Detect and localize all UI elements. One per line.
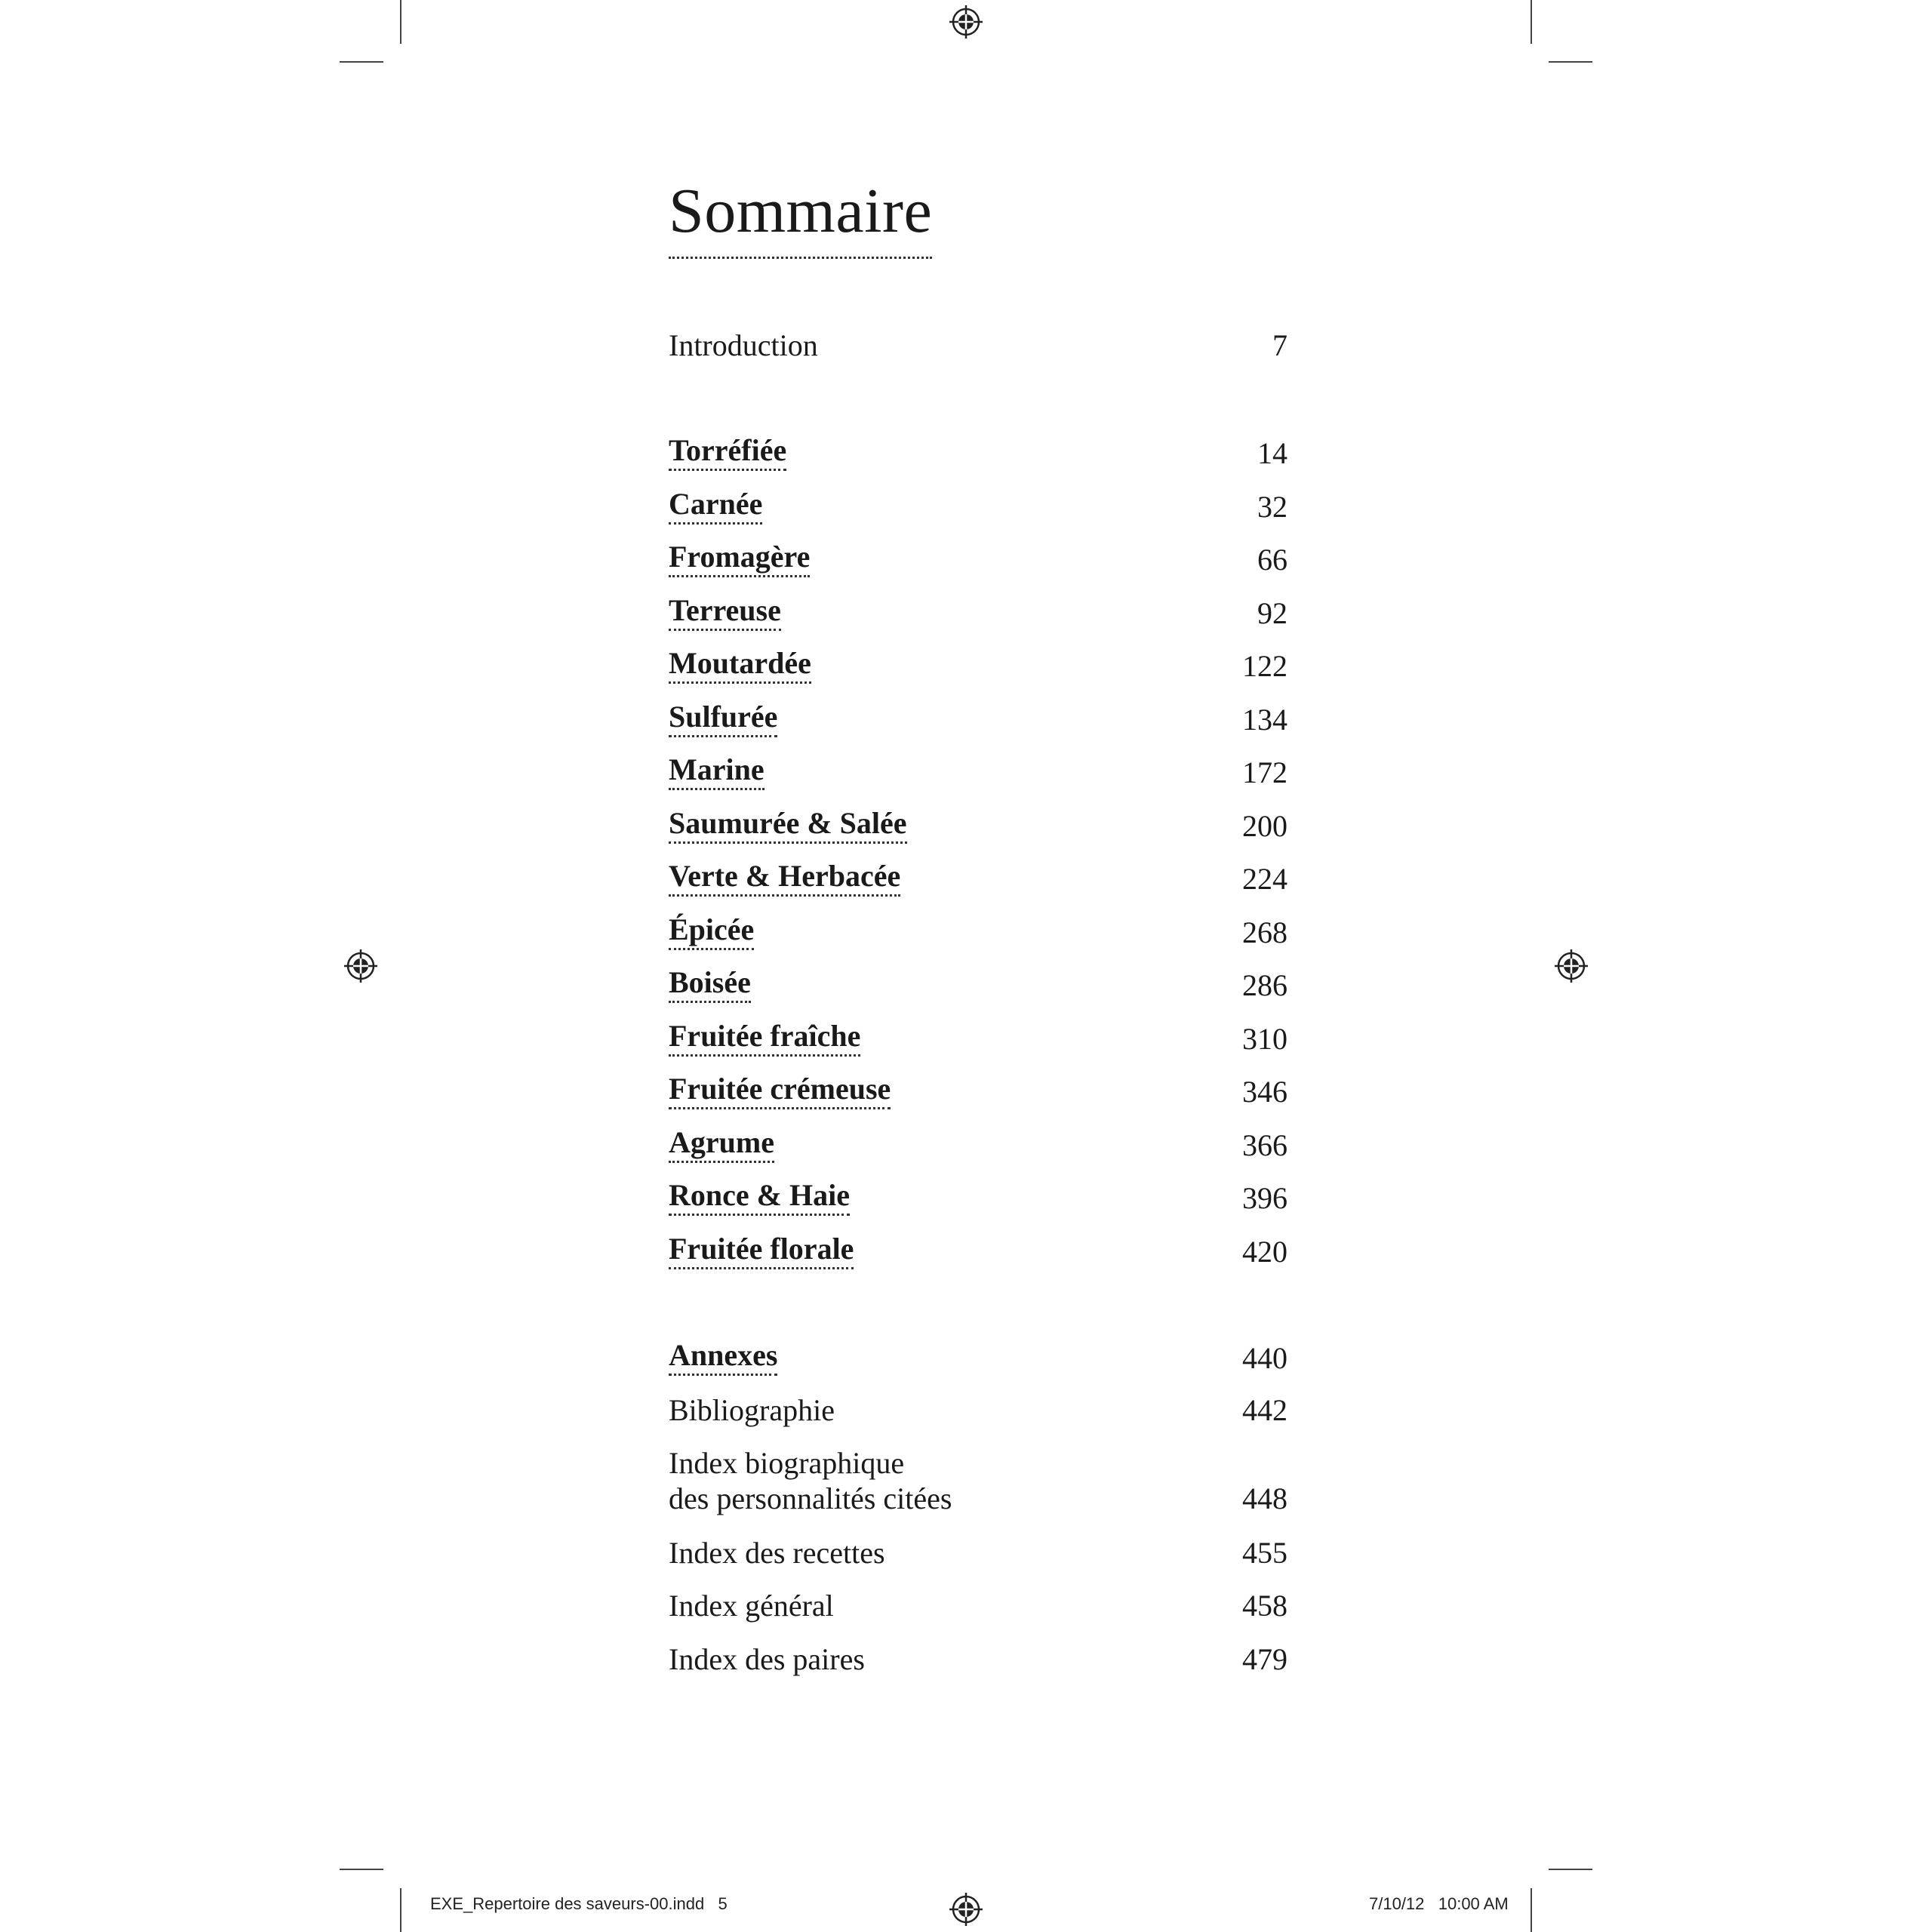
toc-entry-page: 286	[1242, 968, 1287, 1002]
crop-mark-bottom-right	[1531, 1888, 1532, 1932]
crop-mark-left-bottom	[340, 1869, 383, 1870]
toc-entry-page: 200	[1242, 809, 1287, 843]
toc-entry-page: 134	[1242, 703, 1287, 737]
toc-entry-page: 442	[1242, 1393, 1287, 1427]
toc-entry-chapter	[669, 1072, 1287, 1109]
toc-entry-chapter	[669, 753, 1287, 790]
crop-mark-right-bottom	[1549, 1869, 1592, 1870]
toc-entry-label: Carnée	[669, 488, 762, 525]
toc-entry-label: Bibliographie	[669, 1393, 835, 1427]
toc-entry-page: 172	[1242, 755, 1287, 789]
toc-entry-page: 366	[1242, 1128, 1287, 1162]
toc-entry-label: Index des paires	[669, 1642, 865, 1676]
toc-entry-label: Torréfiée	[669, 434, 786, 471]
toc-entry-chapter	[669, 913, 1287, 950]
toc-entry-introduction	[669, 328, 1287, 363]
toc-entry-page: 346	[1242, 1075, 1287, 1109]
toc-entry-page: 92	[1257, 596, 1287, 630]
crop-mark-top-left	[400, 0, 401, 44]
toc-entry-chapter	[669, 647, 1287, 684]
toc-entry-page: 440	[1242, 1341, 1287, 1375]
toc-entry-chapter	[669, 1232, 1287, 1269]
toc-entry-label: Terreuse	[669, 594, 781, 631]
toc-entry-page: 268	[1242, 915, 1287, 949]
toc-entry-chapter	[669, 1179, 1287, 1216]
toc-entry-page: 479	[1242, 1642, 1287, 1676]
toc-entry-page: 458	[1242, 1589, 1287, 1623]
toc-entry-page: 224	[1242, 862, 1287, 896]
crop-mark-left-top	[340, 61, 383, 63]
toc-entry-annex	[669, 1392, 1287, 1428]
toc-entry-page: 14	[1257, 436, 1287, 470]
toc-entry-annexes	[669, 1339, 1287, 1376]
slug-filename: EXE_Repertoire des saveurs-00.indd 5	[430, 1894, 728, 1913]
toc-entry-annex	[669, 1445, 1287, 1516]
toc-entry-chapter	[669, 966, 1287, 1003]
toc-entry-page: 7	[1272, 328, 1287, 362]
toc-entry-label: Index général	[669, 1589, 834, 1623]
toc-entry-annex	[669, 1535, 1287, 1571]
toc-entry-page: 420	[1242, 1235, 1287, 1269]
toc-entry-annex	[669, 1588, 1287, 1623]
toc-entry-label: Agrume	[669, 1126, 774, 1163]
toc-entry-chapter	[669, 700, 1287, 737]
toc-entry-label: Introduction	[669, 328, 818, 362]
toc-entry-chapter	[669, 1020, 1287, 1057]
toc-entry-label: Marine	[669, 753, 764, 790]
toc-entry-label: Fruitée florale	[669, 1232, 854, 1269]
toc-entry-label: Index des recettes	[669, 1536, 885, 1570]
toc-entry-label: Annexes	[669, 1339, 777, 1376]
toc-entry-label: Fromagère	[669, 540, 810, 577]
toc-entry-chapter	[669, 860, 1287, 897]
toc-entry-label: Moutardée	[669, 647, 811, 684]
toc-entry-annex	[669, 1641, 1287, 1677]
crop-mark-bottom-left	[400, 1888, 401, 1932]
toc-entry-page: 448	[1242, 1481, 1287, 1515]
toc-entry-label: Épicée	[669, 913, 754, 950]
toc-entry-page: 310	[1242, 1022, 1287, 1056]
toc-entry-page: 122	[1242, 649, 1287, 683]
slug-datetime: 7/10/12 10:00 AM	[1369, 1894, 1509, 1913]
toc-entry-chapter	[669, 807, 1287, 844]
toc-entry-chapter	[669, 1126, 1287, 1163]
toc-entry-label: Boisée	[669, 966, 751, 1003]
toc-entry-page: 32	[1257, 490, 1287, 524]
page-title: Sommaire	[669, 180, 932, 259]
toc-entry-label: Ronce & Haie	[669, 1179, 850, 1216]
crop-mark-right-top	[1549, 61, 1592, 63]
toc-entry-label: Fruitée fraîche	[669, 1020, 860, 1057]
toc-entry-chapter	[669, 540, 1287, 577]
registration-mark-top-icon	[949, 5, 983, 38]
toc-entry-label: Saumurée & Salée	[669, 807, 907, 844]
toc-entry-page: 455	[1242, 1536, 1287, 1570]
toc-entry-label: Index biographique des personnalités citées	[669, 1446, 952, 1515]
toc-entry-page: 396	[1242, 1181, 1287, 1215]
registration-mark-bottom-icon	[949, 1893, 983, 1926]
registration-mark-left-icon	[344, 949, 377, 983]
toc-entry-label: Sulfurée	[669, 700, 777, 737]
toc-entry-label: Verte & Herbacée	[669, 860, 900, 897]
toc-entry-page: 66	[1257, 543, 1287, 577]
crop-mark-top-right	[1531, 0, 1532, 44]
toc-entry-chapter	[669, 488, 1287, 525]
toc-entry-chapter	[669, 434, 1287, 471]
toc-entry-label: Fruitée crémeuse	[669, 1072, 891, 1109]
registration-mark-right-icon	[1555, 949, 1588, 983]
toc-entry-chapter	[669, 594, 1287, 631]
